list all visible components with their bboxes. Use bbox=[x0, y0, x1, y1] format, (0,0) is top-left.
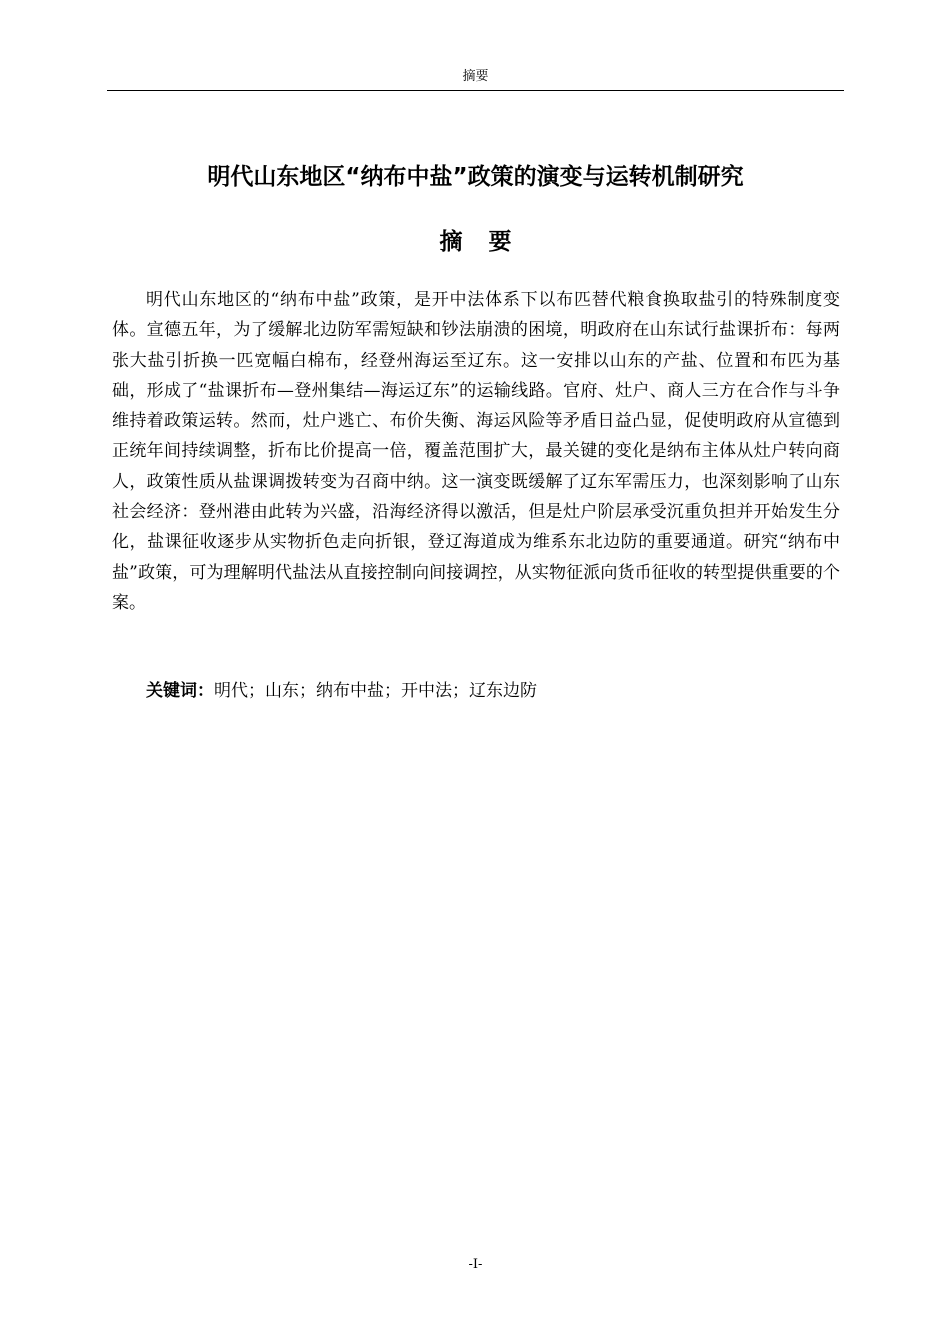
keywords-value: 明代；山东；纳布中盐；开中法；辽东边防 bbox=[214, 681, 537, 701]
abstract-heading: 摘要 bbox=[439, 229, 538, 255]
abstract-body: 明代山东地区的“纳布中盐”政策，是开中法体系下以布匹替代粮食换取盐引的特殊制度变体。宣德五年，为了缓解北边防军需短缺和钞法崩溃的困境，明政府在山东试行盐课折布：每两张大盐引折换一匹宽幅白棉布，经登州海运至辽东。这一安排以山东的产盐、位置和布匹为基础，形成了“盐课折布—登州集结—海运辽东”的运输线路。官府、灶户、商人三方在合作与斗争维持着政策运转。然而，灶户逃亡、布价失衡、海运风险等矛盾日益凸显，促使明政府从宣德到正统年间持续调整，折布比价提高一倍，覆盖范围扩大，最关键的变化是纳布主体从灶户转向商人，政策性质从盐课调拨转变为召商中纳。这一演变既缓解了辽东军需压力，也深刻影响了山东社会经济：登州港由此转为兴盛，沿海经济得以激活，但是灶户阶层承受沉重负担并开始发生分化，盐课征收逐步从实物折色走向折银，登辽海道成为维系东北边防的重要通道。研究“纳布中盐”政策，可为理解明代盐法从直接控制向间接调控，从实物征派向货币征收的转型提供重要的个案。 bbox=[112, 290, 840, 613]
page-number: -I- bbox=[468, 1257, 483, 1272]
keywords-line bbox=[146, 676, 836, 706]
running-header-title: 摘要 bbox=[462, 69, 489, 84]
keywords-label: 关键词： bbox=[146, 681, 214, 701]
running-header bbox=[107, 66, 844, 91]
document-title: 明代山东地区“纳布中盐”政策的演变与运转机制研究 bbox=[207, 164, 744, 190]
